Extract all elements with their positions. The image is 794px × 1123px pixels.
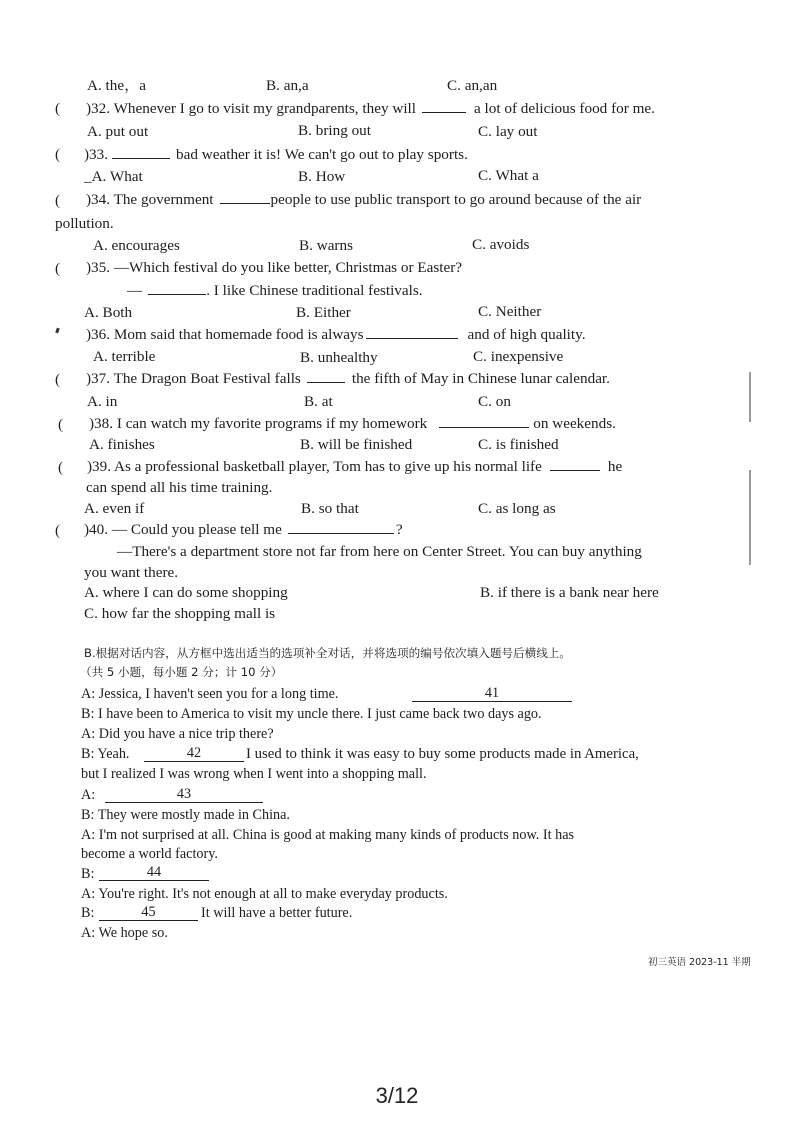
q38-stem: )38. I can watch my favorite programs if my homework on weekends.: [89, 415, 616, 432]
q34-answer-blank[interactable]: [220, 202, 270, 204]
q36-stem: )36. Mom said that homemade food is always and of high quality.: [86, 326, 586, 343]
exam-footer: 初三英语 2023-11 半期: [648, 957, 751, 968]
q40-option-b: B. if there is a bank near here: [480, 584, 659, 601]
q37-answer-blank[interactable]: [307, 381, 345, 383]
q34-option-a: A. encourages: [93, 237, 180, 254]
q32-answer-blank[interactable]: [422, 111, 466, 113]
q32-option-a: A. put out: [87, 123, 149, 140]
q35-option-a: A. Both: [84, 304, 133, 321]
q34-paren: (: [55, 192, 61, 209]
q32-option-c: C. lay out: [478, 123, 538, 140]
blank-41[interactable]: 41: [412, 686, 572, 702]
q38-option-a: A. finishes: [89, 436, 155, 453]
q34-stem-cont: pollution.: [55, 215, 114, 232]
dialogue-line: A: Jessica, I haven't seen you for a long time.: [81, 686, 339, 702]
dialogue-line: A: Did you have a nice trip there?: [81, 726, 274, 742]
blank-45[interactable]: 45: [99, 905, 198, 921]
section-b-scoring: （共 5 小题，每小题 2 分；计 10 分）: [80, 665, 283, 679]
q38-option-c: C. is finished: [478, 436, 559, 453]
q33-answer-blank[interactable]: [112, 157, 170, 159]
dialogue-line: B:: [81, 866, 95, 882]
q40-paren: (: [55, 522, 61, 539]
blank-43[interactable]: 43: [105, 787, 263, 803]
q39-stem: )39. As a professional basketball player, Tom has to give up his normal life he: [87, 458, 623, 475]
q38-answer-blank[interactable]: [439, 426, 529, 428]
q36-option-b: B. unhealthy: [300, 349, 378, 366]
q39-option-b: B. so that: [301, 500, 359, 517]
blank-42[interactable]: 42: [144, 746, 244, 762]
q33-stem: )33. bad weather it is! We can't go out to play sports.: [84, 146, 468, 163]
q35-answer-blank[interactable]: [148, 293, 206, 295]
q40-reply: —There's a department store not far from here on Center Street. You can buy anything: [117, 543, 642, 560]
q31-option-c: C. an,an: [447, 77, 498, 94]
q40-answer-blank[interactable]: [288, 532, 394, 534]
q35-stem: )35. —Which festival do you like better, Christmas or Easter?: [86, 259, 463, 276]
q38-option-b: B. will be finished: [300, 436, 413, 453]
q34-option-c: C. avoids: [472, 236, 530, 253]
q36-answer-blank[interactable]: [366, 337, 458, 339]
q35-reply: — . I like Chinese traditional festivals.: [127, 282, 423, 299]
q36-paren-mark: [55, 328, 60, 334]
q37-stem: )37. The Dragon Boat Festival falls the fifth of May in Chinese lunar calendar.: [86, 370, 610, 387]
dialogue-line: A: We hope so.: [81, 925, 168, 941]
page-number: 3/12: [375, 1083, 419, 1108]
q36-option-c: C. inexpensive: [473, 348, 564, 365]
q34-stem: )34. The government people to use public transport to go around because of the air: [86, 191, 642, 208]
dialogue-line: A:: [81, 787, 96, 803]
q36-option-a: A. terrible: [93, 348, 156, 365]
q40-stem: )40. — Could you please tell me ?: [84, 521, 403, 538]
q37-paren: (: [55, 371, 61, 388]
q31-option-a: A. the，a: [87, 77, 147, 94]
q33-option-b: B. How: [298, 168, 346, 185]
scan-edge-mark: [749, 372, 751, 422]
dialogue-line: B: Yeah.: [81, 746, 130, 762]
q39-answer-blank[interactable]: [550, 469, 600, 471]
q39-option-a: A. even if: [84, 500, 145, 517]
q32-paren: (: [55, 100, 61, 117]
dialogue-line: B: They were mostly made in China.: [81, 807, 290, 823]
q39-stem-cont: can spend all his time training.: [86, 479, 273, 496]
dialogue-line: B: I have been to America to visit my uncle there. I just came back two days ago.: [81, 706, 542, 722]
dialogue-line: A: You're right. It's not enough at all to make everyday products.: [81, 886, 448, 902]
q40-reply-cont: you want there.: [84, 564, 179, 581]
q34-option-b: B. warns: [299, 237, 353, 254]
q39-option-c: C. as long as: [478, 500, 556, 517]
q37-option-b: B. at: [304, 393, 333, 410]
q33-paren: (: [55, 146, 61, 163]
q40-option-a: A. where I can do some shopping: [84, 584, 288, 601]
dialogue-line: become a world factory.: [81, 846, 218, 862]
q33-option-c: C. What a: [478, 167, 539, 184]
q33-option-a: _A. What: [84, 168, 143, 185]
q35-option-b: B. Either: [296, 304, 351, 321]
q40-option-c: C. how far the shopping mall is: [84, 605, 276, 622]
dialogue-line: B:: [81, 905, 95, 921]
q37-option-a: A. in: [87, 393, 118, 410]
scan-edge-mark: [749, 470, 751, 565]
q38-paren: (: [58, 416, 64, 433]
dialogue-line: but I realized I was wrong when I went into a shopping mall.: [81, 766, 427, 782]
q32-stem: )32. Whenever I go to visit my grandparents, they will a lot of delicious food for me.: [86, 100, 655, 117]
section-b-instruction: B.根据对话内容，从方框中选出适当的选项补全对话，并将选项的编号依次填入题号后横线上。: [84, 646, 571, 660]
q39-paren: (: [58, 459, 64, 476]
blank-44[interactable]: 44: [99, 865, 209, 881]
q35-option-c: C. Neither: [478, 303, 542, 320]
q37-option-c: C. on: [478, 393, 511, 410]
dialogue-line: I used to think it was easy to buy some products made in America,: [246, 746, 639, 762]
q31-option-b: B. an,a: [266, 77, 309, 94]
q32-option-b: B. bring out: [298, 122, 371, 139]
q35-paren: (: [55, 260, 61, 277]
dialogue-line: A: I'm not surprised at all. China is good at making many kinds of products now. It has: [81, 827, 575, 843]
dialogue-line: It will have a better future.: [201, 905, 353, 921]
